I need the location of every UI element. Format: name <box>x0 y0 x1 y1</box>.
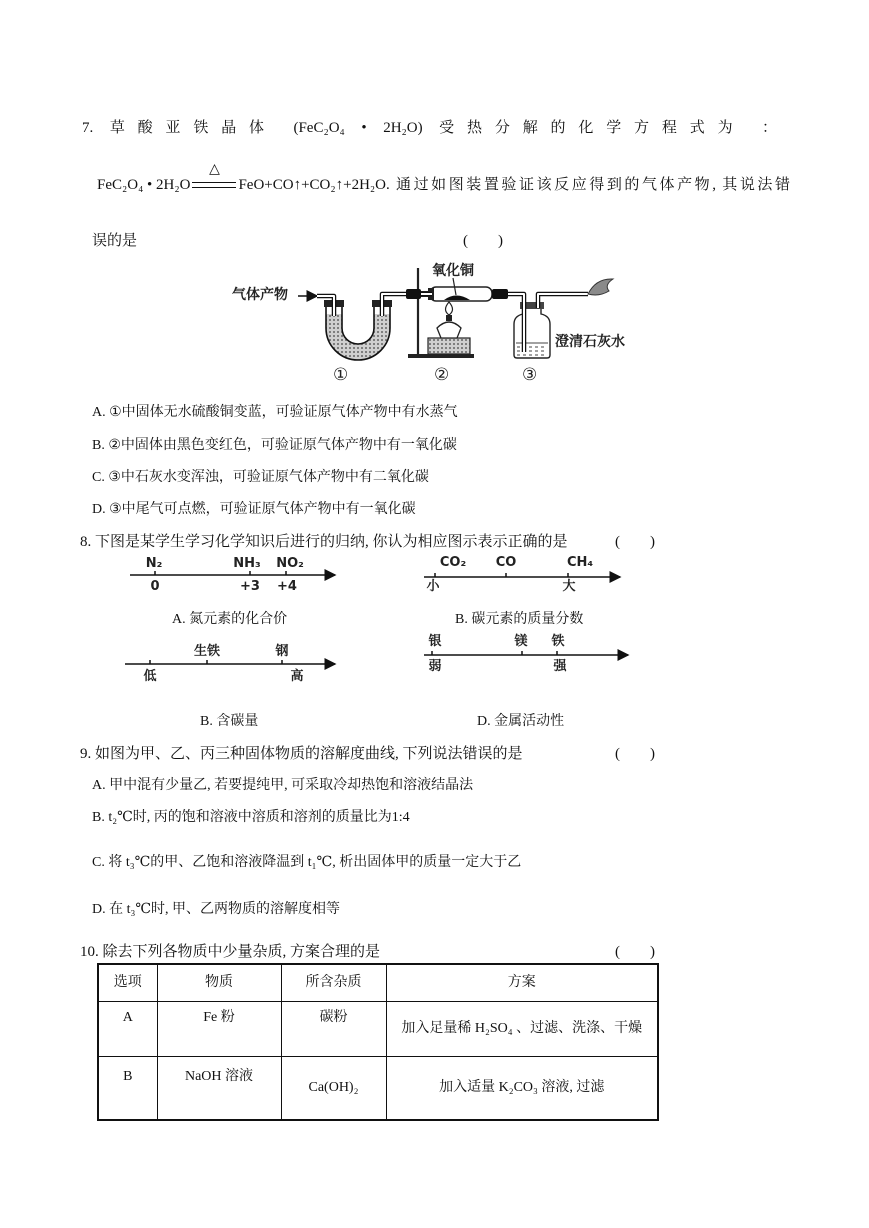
table-header-cell: 方案 <box>386 964 658 1002</box>
rubber-connector-left <box>406 289 421 299</box>
apparatus-marker-2: ② <box>434 365 450 385</box>
q8-caption-a: A. 氮元素的化合价 <box>172 612 288 627</box>
tail-gas-flame <box>588 279 613 295</box>
lamp-platform <box>428 338 470 354</box>
alcohol-lamp <box>437 315 461 338</box>
q9-option-a: A. 甲中混有少量乙, 若要提纯甲, 可采取冷却热饱和溶液结晶法 <box>92 778 474 793</box>
equation-products: FeO+CO↑+CO₂↑+2H₂O <box>238 177 386 193</box>
axis-label: CH₄ <box>566 555 594 570</box>
table-header-cell: 选项 <box>98 964 157 1002</box>
rubber-connector-right <box>492 289 508 299</box>
lamp-flame <box>446 302 453 315</box>
axis-label: 镁 <box>514 634 528 649</box>
gas-product-label: 气体产物 <box>232 287 288 303</box>
q9-option-b: B. t₂℃时, 丙的饱和溶液中溶质和溶剂的质量比为1:4 <box>92 810 410 825</box>
axis-label: 铁 <box>551 634 565 649</box>
q10-answer-bracket: ( ) <box>615 944 655 960</box>
q9-option-d: D. 在 t₃℃时, 甲、乙两物质的溶解度相等 <box>92 902 341 917</box>
q7-stem-line3: 误的是 <box>92 233 138 249</box>
heating-symbol: △ <box>209 161 220 177</box>
table-cell: B <box>98 1057 157 1121</box>
equation-reactant: FeC₂O₄ • 2H₂O <box>97 177 191 193</box>
q7-answer-bracket: ( ) <box>463 233 503 249</box>
axis-label: NO₂ <box>276 556 304 571</box>
axis-tick-label: 0 <box>150 579 160 594</box>
axis-label: 银 <box>428 634 442 649</box>
axis-label: CO₂ <box>439 555 467 570</box>
table-cell: A <box>98 1002 157 1057</box>
table-row <box>98 1002 658 1057</box>
table-cell: Ca(OH)₂ <box>281 1057 386 1121</box>
axis-tick-label: 强 <box>553 659 567 674</box>
q7-option-a: A. ①中固体无水硫酸铜变蓝，可验证原气体产物中有水蒸气 <box>92 405 458 420</box>
axis-label: CO <box>495 555 517 570</box>
axis-tick-label: 大 <box>562 579 576 594</box>
q7-option-b: B. ②中固体由黑色变红色，可验证原气体产物中有一氧化碳 <box>92 438 457 453</box>
q9-answer-bracket: ( ) <box>615 746 655 762</box>
q10-stem: 10. 除去下列各物质中少量杂质, 方案合理的是 <box>80 944 381 960</box>
axis-label: 钢 <box>275 644 289 659</box>
q8-caption-d: D. 金属活动性 <box>477 714 565 729</box>
axis-tick-label: 小 <box>426 579 440 594</box>
axis-tick-label: +4 <box>277 579 297 594</box>
axis-label: NH₃ <box>233 556 261 571</box>
axis-tick-label: 高 <box>290 669 304 684</box>
table-cell: 碳粉 <box>281 1002 386 1057</box>
table-cell: NaOH 溶液 <box>157 1057 281 1121</box>
experiment-apparatus-figure <box>220 258 640 393</box>
axis-tick-label: 低 <box>143 669 157 684</box>
axis-label: N₂ <box>145 556 163 571</box>
q8-caption-b: B. 碳元素的质量分数 <box>455 612 584 627</box>
q7-stem-line2-rest: . 通过如图装置验证该反应得到的气体产物, 其说法错 <box>385 177 790 193</box>
table-row <box>98 1057 658 1121</box>
table-header-row <box>98 964 658 1002</box>
axis-label: 生铁 <box>193 644 221 659</box>
limewater-label: 澄清石灰水 <box>555 334 625 350</box>
table-header-cell: 物质 <box>157 964 281 1002</box>
reaction-condition-arrow <box>192 161 236 188</box>
gas-washing-bottle <box>514 302 550 358</box>
q7-stem-line1: 7. 草酸亚铁晶体 (FeC₂O₄ • 2H₂O) 受热分解的化学方程式为 ： <box>82 120 777 136</box>
copper-oxide-label: 氧化铜 <box>432 263 474 279</box>
axis-tick-label: 弱 <box>428 659 442 674</box>
table-cell: 加入适量 K₂CO₃ 溶液, 过滤 <box>386 1057 658 1121</box>
q7-option-d: D. ③中尾气可点燃，可验证原气体产物中有一氧化碳 <box>92 502 416 517</box>
impurity-removal-table <box>97 963 659 1121</box>
q8-stem: 8. 下图是某学生学习化学知识后进行的归纳, 你认为相应图示表示正确的是 <box>80 534 568 550</box>
table-header-cell: 所含杂质 <box>281 964 386 1002</box>
q7-equation-line <box>97 161 790 194</box>
q9-stem: 9. 如图为甲、乙、丙三种固体物质的溶解度曲线, 下列说法错误的是 <box>80 746 523 762</box>
q9-option-c: C. 将 t₃℃的甲、乙饱和溶液降温到 t₁℃, 析出固体甲的质量一定大于乙 <box>92 855 522 870</box>
q7-option-c: C. ③中石灰水变浑浊，可验证原气体产物中有二氧化碳 <box>92 470 429 485</box>
table-cell: 加入足量稀 H₂SO₄ 、过滤、洗涤、干燥 <box>386 1002 658 1057</box>
q8-answer-bracket: ( ) <box>615 534 655 550</box>
apparatus-marker-1: ① <box>333 365 349 385</box>
q8-caption-c: B. 含碳量 <box>200 714 259 729</box>
axis-tick-label: +3 <box>240 579 260 594</box>
table-cell: Fe 粉 <box>157 1002 281 1057</box>
apparatus-marker-3: ③ <box>522 365 538 385</box>
